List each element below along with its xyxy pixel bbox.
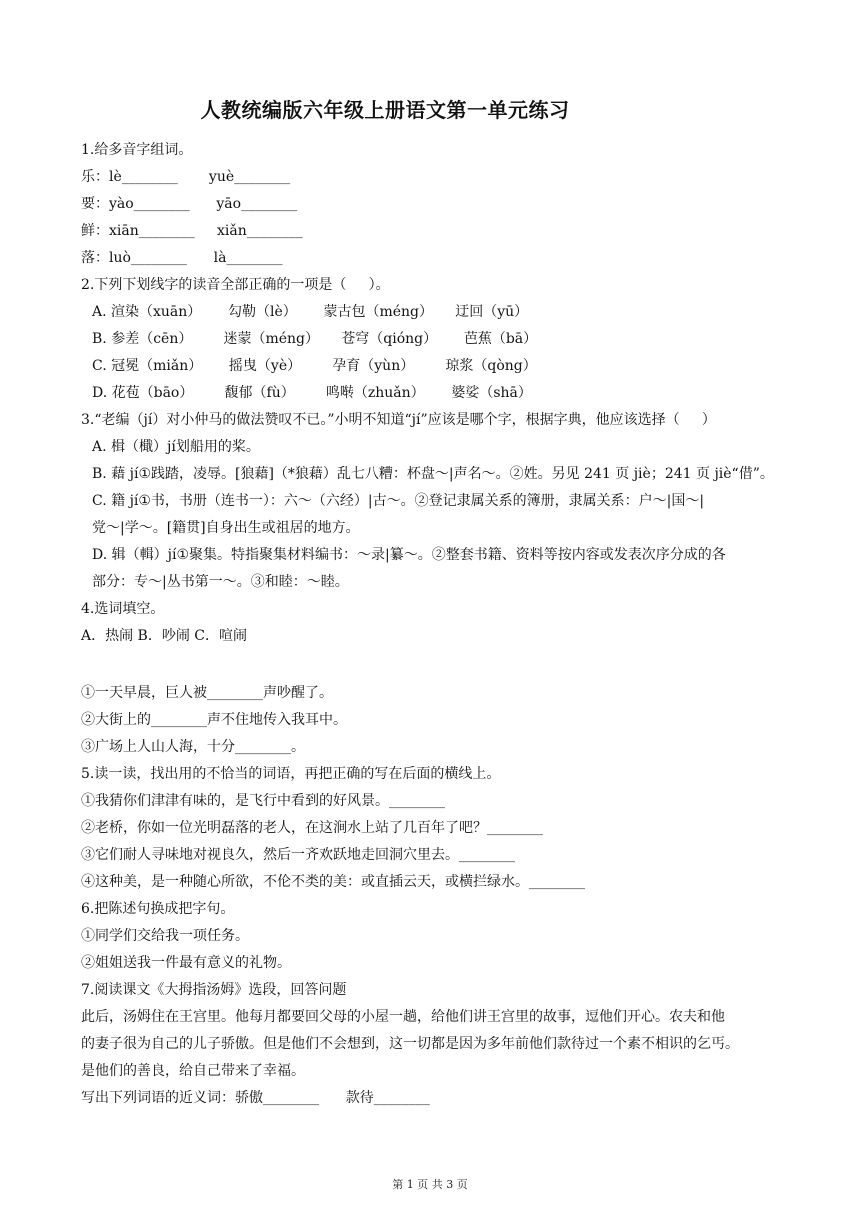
q3-option-b: B. 藉 jí①践踏，凌辱。[狼藉]（*狼藉）乱七八糟：杯盘～|声名～。②姓。另见 241 页 jiè；241 页 jiè“借”。: [92, 466, 774, 482]
question-2-heading: 2.下列下划线字的读音全部正确的一项是（ ）。: [81, 277, 390, 293]
page-title: 人教统编版六年级上册语文第一单元练习: [200, 98, 570, 122]
q6-item-1: ①同学们交给我一项任务。: [81, 928, 249, 944]
question-5-heading: 5.读一读，找出用的不恰当的词语，再把正确的写在后面的横线上。: [81, 766, 501, 782]
q7-passage-line-1: 此后，汤姆住在王宫里。他每月都要回父母的小屋一趟，给他们讲王宫里的故事，逗他们开心。农夫和他: [81, 1009, 725, 1025]
q1-row-yao: 要：yào________ yāo________: [81, 196, 298, 212]
q3-option-d: D. 辑（輯）jí①聚集。特指聚集材料编书：～录|纂～。②整套书籍、资料等按内容或发表次序分成的各: [92, 547, 726, 563]
q4-choices: A．热闹 B．吵闹 C．喧闹: [81, 628, 248, 644]
q5-item-3: ③它们耐人寻味地对视良久，然后一齐欢跃地走回洞穴里去。________: [81, 847, 515, 863]
q3-option-c-cont: 党～|学～。[籍贯]自身出生或祖居的地方。: [92, 520, 360, 536]
q2-option-d: D. 花苞（bāo） 馥郁（fù） 鸣啭（zhuǎn） 婆娑（shā）: [92, 385, 532, 401]
q5-item-4: ④这种美，是一种随心所欲，不伦不类的美：或直插云天，或横拦绿水。________: [81, 874, 585, 890]
q1-row-luo: 落：luò________ là________: [81, 250, 283, 266]
question-7-heading: 7.阅读课文《大拇指汤姆》选段，回答问题: [81, 982, 347, 998]
q5-item-1: ①我猜你们津津有味的，是飞行中看到的好风景。________: [81, 793, 445, 809]
q7-task: 写出下列词语的近义词：骄傲________ 款待________: [81, 1090, 430, 1106]
q7-passage-line-2: 的妻子很为自己的儿子骄傲。但是他们不会想到，这一切都是因为多年前他们款待过一个素不相识的乞丐。: [81, 1036, 739, 1052]
q6-item-2: ②姐姐送我一件最有意义的礼物。: [81, 955, 291, 971]
question-1-heading: 1.给多音字组词。: [81, 142, 193, 158]
q7-passage-line-3: 是他们的善良，给自己带来了幸福。: [81, 1063, 305, 1079]
question-4-heading: 4.选词填空。: [81, 601, 165, 617]
q3-option-d-cont: 部分：专～|丛书第一～。③和睦：～睦。: [92, 574, 349, 590]
q4-item-1: ①一天早晨，巨人被________声吵醒了。: [81, 685, 333, 701]
q1-row-le: 乐：lè________ yuè________: [81, 169, 291, 185]
page-footer: 第 1 页 共 3 页: [392, 1178, 468, 1191]
q1-row-xian: 鲜：xiān________ xiǎn________: [81, 223, 303, 239]
question-6-heading: 6.把陈述句换成把字句。: [81, 901, 235, 917]
question-3-heading: 3.“老编（jí）对小仲马的做法赞叹不已。”小明不知道“jí”应该是哪个字，根据字典，他应该选择（ ）: [81, 412, 716, 428]
q5-item-2: ②老桥，你如一位光明磊落的老人，在这涧水上站了几百年了吧？________: [81, 820, 543, 836]
q2-option-a: A. 渲染（xuān） 勾勒（lè） 蒙古包（méng） 迂回（yū）: [92, 304, 529, 320]
q4-item-3: ③广场上人山人海，十分________。: [81, 739, 305, 755]
q3-option-a: A. 楫（檝）jí划船用的桨。: [92, 439, 260, 455]
q2-option-b: B. 参差（cēn） 迷蒙（méng） 苍穹（qióng） 芭蕉（bā）: [92, 331, 538, 347]
q2-option-c: C. 冠冕（miǎn） 摇曳（yè） 孕育（yùn） 琼浆（qòng）: [92, 358, 537, 374]
q3-option-c: C. 籍 jí①书，书册（连书一）：六～（六经）|古～。②登记隶属关系的簿册，隶属关系：户～|国～|: [92, 493, 705, 509]
q4-item-2: ②大街上的________声不住地传入我耳中。: [81, 712, 347, 728]
